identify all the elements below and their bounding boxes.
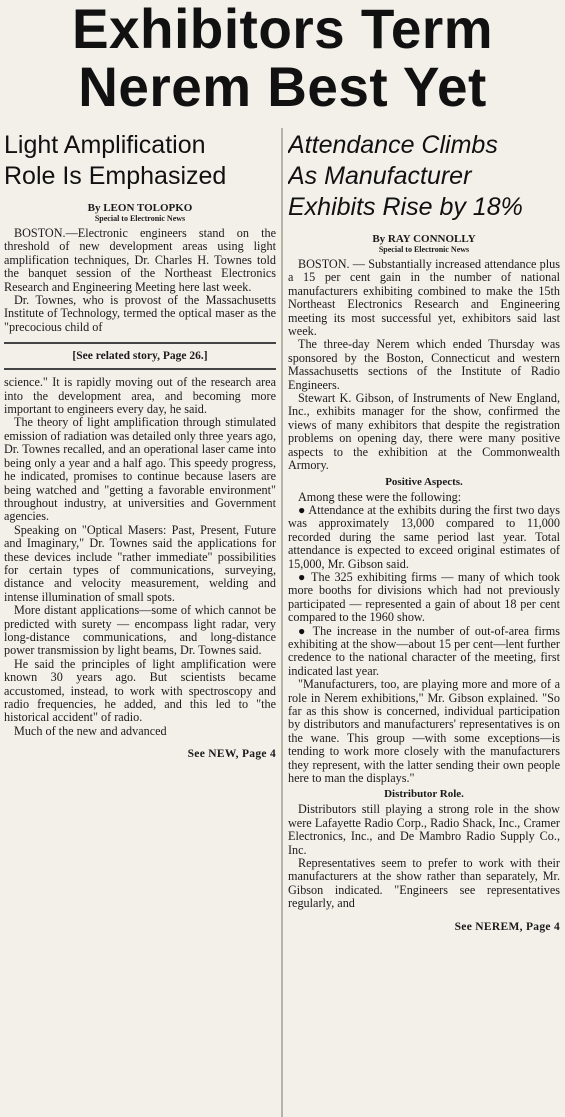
left-headline-line-1: Light Amplification (4, 131, 206, 159)
bullet-icon: ● (298, 623, 308, 638)
left-headline (4, 130, 276, 192)
left-byline: By LEON TOLOPKO (87, 202, 193, 214)
related-story-note: [See related story, Page 26.] (4, 342, 276, 370)
left-paragraph-5: Speaking on "Optical Masers: Past, Present, Future and Imaginary," Dr. Townes said the applications for these devices include "rather immediate" possibilities for certain types of communications, surveying, distance and velocity measurement, welding and intense illumination of small spots. (4, 522, 276, 604)
subhead-positive-aspects: Positive Aspects. (385, 475, 463, 488)
left-article (4, 130, 276, 1115)
left-continuation-link: See NEW, Page 4 (187, 748, 276, 761)
left-paragraph-8: Much of the new and advanced (14, 723, 167, 738)
banner-line-1: Exhibitors Term (71, 0, 494, 60)
right-paragraph-8: "Manufacturers, too, are playing more and more of a role in Nerem exhibitions," Mr. Gibson explained. "So far as this show is concerned, individual participation by distributors and manufacturers' representatives is on the wane. This group —with some exceptions—is tending to work more closely with the manufacturers they represent, with the latter sending their own people here to man the displays." (288, 677, 560, 786)
right-paragraph-1: BOSTON. — Substantially increased attendance plus a 15 per cent gain in the number of national manufacturers exhibiting combined to make the 15th Northeast Electronics Research and Engineering meeting its most successful yet, exhibitors said last week. (288, 257, 560, 339)
bullet-icon: ● (298, 502, 306, 517)
right-paragraph-4: Among these were the following: (298, 489, 462, 504)
right-headline-line-1: Attendance Climbs (288, 131, 498, 159)
right-paragraph-6: The 325 exhibiting firms — many of which took more booths for divisions which had not previously participated — represented a gain of about 18 per cent compared to the 1960 show. (288, 569, 560, 625)
right-paragraph-3: Stewart K. Gibson, of Instruments of New England, Inc., exhibits manager for the show, confirmed the views of many exhibitors that despite the registration problems on opening day, there were many positive aspects to the exhibition at the Commonwealth Armory. (288, 391, 560, 473)
right-paragraph-10: Representatives seem to prefer to work with their manufacturers at the show rather than separately, Mr. Gibson indicated. "Engineers see representatives regularly, and (288, 856, 560, 911)
left-paragraph-3: science." It is rapidly moving out of the research area into the development area, and becoming more important to engineers every day, he said. (4, 375, 276, 417)
right-paragraph-5: Attendance at the exhibits during the first two days was approximately 13,000 compared to 11,000 recorded during the same period last year. Total attendance is expected to exceed original estimates of 15,000, Mr. Gibson said. (288, 502, 560, 571)
left-paragraph-4: The theory of light amplification through stimulated emission of radiation was detailed only three years ago, Dr. Townes recalled, and an operational laser came into being only a year and a half ago. This speedy progress, he indicated, promises to continue because lasers are being watched and "getting a favorable environment" throughout industry, at universities and Government agencies. (4, 415, 276, 524)
bullet-icon: ● (298, 569, 307, 584)
right-headline (288, 130, 560, 223)
right-article (288, 130, 560, 1115)
right-bullet-item-1 (288, 504, 560, 571)
left-paragraph-7: He said the principles of light amplification were known 30 years ago. But scientists became accustomed, instead, to work with spectroscopy and radio frequencies, he added, and this led to "the historical accident" of radio. (4, 656, 276, 725)
left-paragraph-6: More distant applications—some of which cannot be predicted with surety — encompass light radar, very long-distance communications, and long-distance power transmission by light beams, Dr. Townes said. (4, 603, 276, 658)
column-divider (281, 128, 283, 1117)
right-continuation-link: See NEREM, Page 4 (454, 920, 560, 933)
right-headline-line-2: As Manufacturer (288, 162, 472, 190)
left-paragraph-2: Dr. Townes, who is provost of the Massachusetts Institute of Technology, termed the optical maser as the "precocious child of (4, 293, 276, 334)
subhead-distributor-role: Distributor Role. (384, 788, 464, 801)
right-headline-line-3: Exhibits Rise by 18% (288, 193, 523, 221)
right-byline: By RAY CONNOLLY (372, 233, 476, 245)
right-bullet-item-2 (288, 571, 560, 625)
left-paragraph-1: BOSTON.—Electronic engineers stand on the threshold of new development areas using light amplification techniques, Dr. Charles H. Townes told the banquet session of the Northeast Electronics Research and Engineering Meeting here last week. (4, 226, 276, 294)
right-special-credit: Special to Electronic News (378, 245, 470, 254)
right-paragraph-2: The three-day Nerem which ended Thursday was sponsored by the Boston, Connecticut and western Massachusetts sections of the Institute of Radio Engineers. (288, 337, 560, 392)
left-headline-line-2: Role Is Emphasized (4, 162, 227, 190)
banner-headline (0, 0, 565, 128)
right-paragraph-7: The increase in the number of out-of-area firms exhibiting at the show—about 15 per cent—lent further credence to the national character of the meeting, first indicated last year. (288, 623, 560, 678)
right-paragraph-9: Distributors still playing a strong role in the show were Lafayette Radio Corp., Radio Shack, Inc., Cramer Electronics, Inc., and De Mambro Radio Supply Co., Inc. (288, 802, 560, 857)
left-special-credit: Special to Electronic News (94, 214, 186, 223)
banner-line-2: Nerem Best Yet (78, 55, 487, 118)
right-bullet-item-3 (288, 625, 560, 679)
